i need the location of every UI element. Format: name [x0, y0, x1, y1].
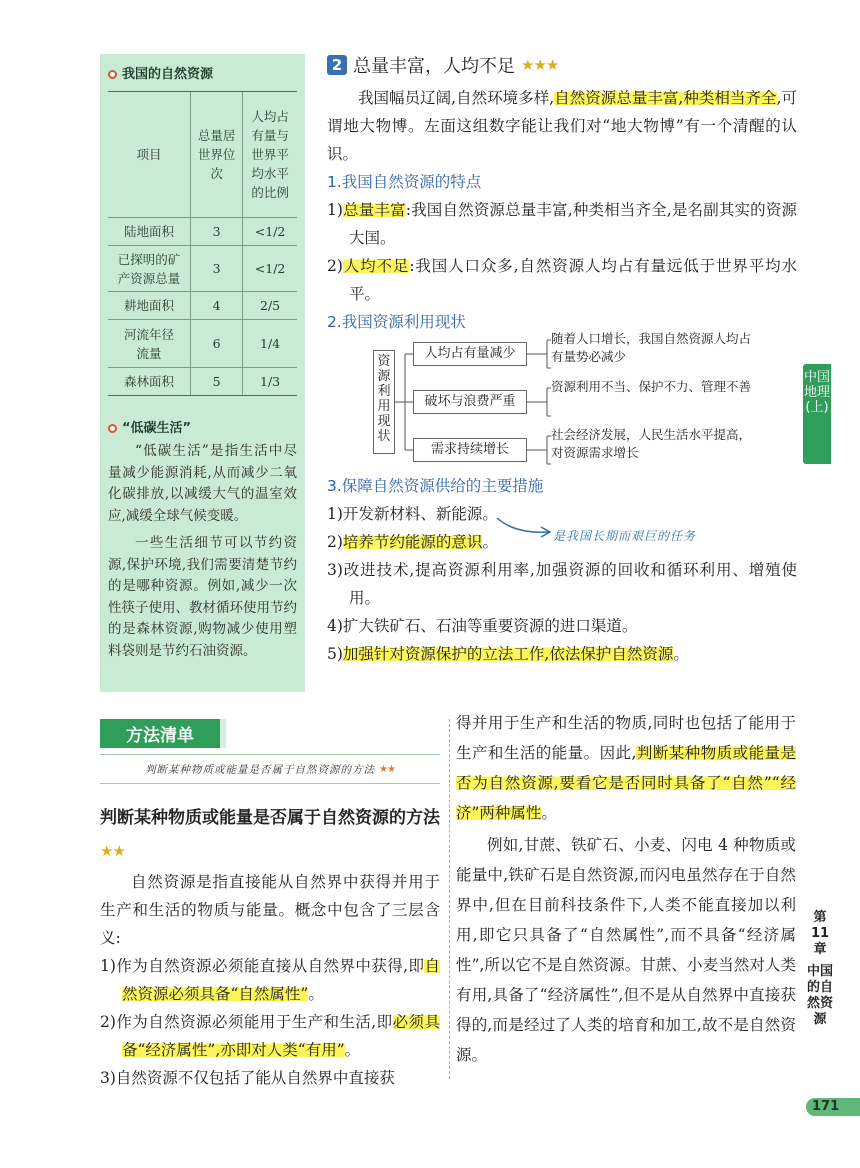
- chapter-label: 第11章 中国的自然资源: [806, 910, 833, 1027]
- table-cell: <1/2: [243, 246, 297, 292]
- bullet-icon: [108, 424, 117, 433]
- method-section: [100, 719, 440, 1092]
- table-header-cell: 总量居世界位次: [191, 92, 243, 218]
- diagram-branch: 人均占有量减少: [413, 342, 527, 366]
- column-divider: [449, 719, 450, 1079]
- handwritten-note: 是我国长期而艰巨的任务: [553, 529, 697, 543]
- page-number: 171: [806, 1098, 860, 1116]
- table-header-cell: 人均占有量与世界平均水平的比例: [243, 92, 297, 218]
- diagram-branch: 需求持续增长: [413, 438, 527, 462]
- table-cell: 森林面积: [108, 368, 191, 396]
- method-title: 判断某种物质或能量是否属于自然资源的方法 ★★: [100, 808, 440, 860]
- list-item: 5)加强针对资源保护的立法工作,依法保护自然资源。: [327, 645, 689, 663]
- main-content: [327, 52, 797, 668]
- difficulty-stars-icon: ★★: [100, 842, 125, 860]
- table-row: [108, 246, 297, 292]
- table-cell: 河流年径流量: [108, 320, 191, 368]
- bullet-icon: [108, 70, 117, 79]
- table-row: [108, 320, 297, 368]
- table-row: [108, 218, 297, 246]
- intro-paragraph: 我国幅员辽阔,自然环境多样,自然资源总量丰富,种类相当齐全,可谓地大物博。左面这组数字能让我们对“地大物博”有一个清醒的认识。: [327, 89, 797, 163]
- table-header-row: [108, 92, 297, 218]
- sidebar-panel: [100, 54, 305, 692]
- method-paragraph: 自然资源是指直接能从自然界中获得并用于生产和生活的物质与能量。概念中包含了三层含义:: [100, 873, 440, 947]
- table-cell: 5: [191, 368, 243, 396]
- resources-heading: 我国的自然资源: [108, 64, 297, 85]
- table-cell: 耕地面积: [108, 292, 191, 320]
- table-cell: 1/3: [243, 368, 297, 396]
- table-row: [108, 292, 297, 320]
- section-title: 2 总量丰富，人均不足 ★★★: [327, 52, 797, 78]
- diagram-note: 社会经济发展，人民生活水平提高，对资源需求增长: [551, 427, 752, 460]
- table-cell: <1/2: [243, 218, 297, 246]
- method-paragraph: 得并用于生产和生活的物质,同时也包括了能用于生产和生活的能量。因此,判断某种物质或能量是否为自然资源,要看它是否同时具备了“自然”“经济”两种属性。: [456, 714, 796, 822]
- table-cell: 3: [191, 218, 243, 246]
- diagram-note: 资源利用不当、保护不力、管理不善: [551, 379, 752, 394]
- list-item: 3)改进技术,提高资源利用率,加强资源的回收和循环利用、增殖使用。: [327, 561, 797, 607]
- subheading-status: 2.我国资源利用现状: [327, 313, 466, 331]
- list-item: 1)开发新材料、新能源。: [327, 505, 498, 523]
- diagram-root: 资源利用现状: [373, 350, 395, 454]
- list-item: 2)人均不足:我国人口众多,自然资源人均占有量远低于世界平均水平。: [327, 257, 797, 303]
- highlight: 自然资源总量丰富,种类相当齐全: [554, 89, 777, 107]
- list-item: 2)作为自然资源必须能用于生产和生活,即必须具备“经济属性”,亦即对人类“有用”。: [100, 1013, 440, 1059]
- lowcarbon-examples: 一些生活细节可以节约资源,保护环境,我们需要清楚节约的是哪种资源。例如,减少一次性筷子使用、教材循环使用节约的是森林资源,购物减少使用塑料袋则是节约石油资源。: [108, 535, 297, 659]
- table-cell: 4: [191, 292, 243, 320]
- method-banner: 方法清单: [100, 719, 226, 748]
- diagram-note: 随着人口增长，我国自然资源人均占有量势必减少: [551, 331, 752, 364]
- list-item: 1)总量丰富:我国自然资源总量丰富,种类相当齐全,是名副其实的资源大国。: [327, 201, 797, 247]
- book-tab: 中国地理(上): [803, 364, 831, 464]
- lowcarbon-definition: “低碳生活”是指生活中尽量减少能源消耗,从而减少二氧化碳排放,以减缓大气的温室效应,减缓全球气候变暖。: [108, 443, 297, 524]
- difficulty-stars-icon: ★★: [379, 763, 395, 775]
- resource-use-diagram: [327, 331, 797, 468]
- lowcarbon-heading: “低碳生活”: [108, 418, 297, 439]
- difficulty-stars-icon: ★★★: [521, 56, 559, 74]
- table-row: [108, 368, 297, 396]
- resources-table: [108, 91, 297, 396]
- subheading-measures: 3.保障自然资源供给的主要措施: [327, 477, 544, 495]
- example-paragraph: 例如,甘蔗、铁矿石、小麦、闪电 4 种物质或能量中,铁矿石是自然资源,而闪电虽然存在于自然界中,但在目前科技条件下,人类不能直接加以利用,即它只具备了“自然属性”,而不具备“经济属性”,所以它不是自然资源。甘蔗、小麦当然对人类有用,具备了“经济属性”,但不是从自然界中直接获得的,而是经过了人类的培育和加工,故不是自然资源。: [456, 836, 796, 1064]
- list-item: 2)培养节约能源的意识。: [327, 533, 498, 551]
- list-item: 3)自然资源不仅包括了能从自然界中直接获: [100, 1069, 395, 1087]
- list-item: 4)扩大铁矿石、石油等重要资源的进口渠道。: [327, 617, 638, 635]
- table-cell: 3: [191, 246, 243, 292]
- diagram-connectors: [327, 336, 417, 468]
- handwritten-arrow-icon: [495, 512, 555, 542]
- section-number-badge: 2: [327, 55, 347, 75]
- subheading-features: 1.我国自然资源的特点: [327, 173, 482, 191]
- table-cell: 6: [191, 320, 243, 368]
- method-strip: 判断某种物质或能量是否属于自然资源的方法 ★★: [100, 754, 440, 784]
- method-continued: [456, 708, 796, 1070]
- table-cell: 陆地面积: [108, 218, 191, 246]
- table-header-cell: 项目: [108, 92, 191, 218]
- table-cell: 2/5: [243, 292, 297, 320]
- diagram-branch: 破坏与浪费严重: [413, 390, 527, 414]
- table-cell: 已探明的矿产资源总量: [108, 246, 191, 292]
- list-item: 1)作为自然资源必须能直接从自然界中获得,即自然资源必须具备“自然属性”。: [100, 957, 440, 1003]
- table-cell: 1/4: [243, 320, 297, 368]
